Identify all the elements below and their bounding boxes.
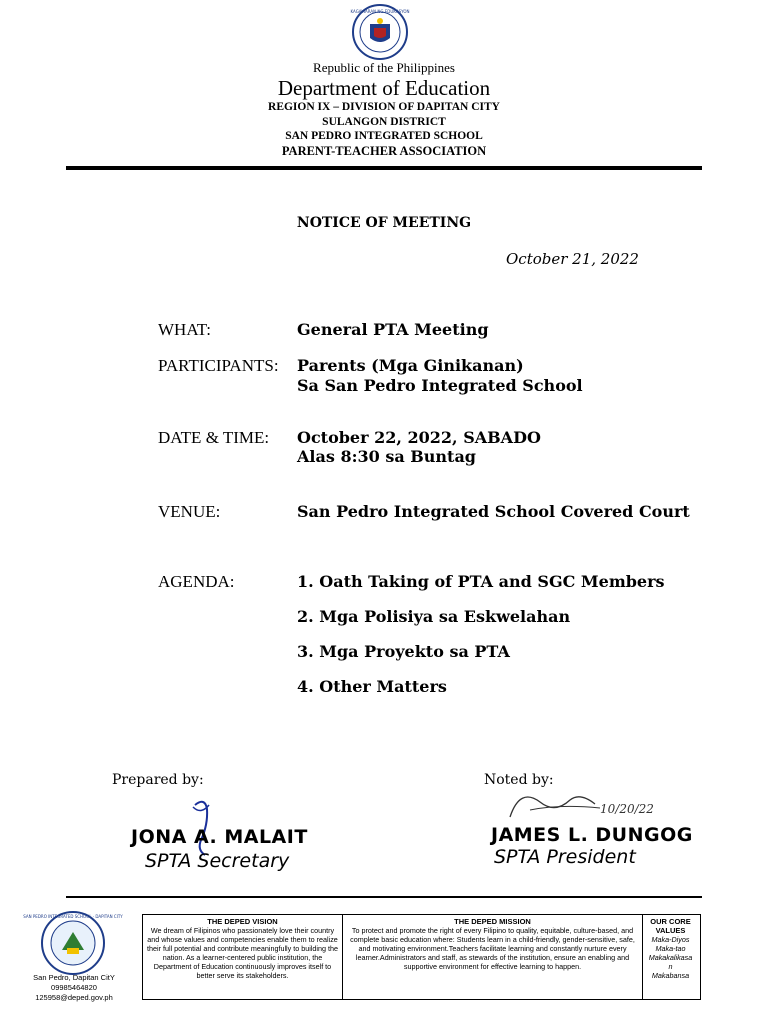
mission-cell (343, 915, 643, 999)
association-line: PARENT-TEACHER ASSOCIATION (281, 144, 487, 158)
datetime-line-2: Alas 8:30 sa Buntag (297, 447, 476, 466)
agenda-item: 2. Mga Polisiya sa Eskwelahan (297, 607, 571, 626)
mission-title: THE DEPED MISSION (454, 917, 531, 926)
vision-cell (143, 915, 343, 999)
footer-contact (26, 973, 122, 1003)
venue-label: VENUE: (158, 502, 221, 521)
prepared-name: JONA A. MALAIT (131, 826, 308, 848)
footer-divider (66, 896, 702, 898)
noted-name: JAMES L. DUNGOG (491, 824, 693, 846)
school-line: SAN PEDRO INTEGRATED SCHOOL (285, 130, 483, 142)
region-line: REGION IX – DIVISION OF DAPITAN CITY (268, 101, 500, 113)
notice-date: October 21, 2022 (506, 250, 639, 268)
values-cell (643, 915, 698, 999)
agenda-item: 4. Other Matters (297, 677, 447, 696)
noted-handwritten-date: 10/20/22 (600, 802, 654, 816)
district-line: SULANGON DISTRICT (322, 116, 446, 128)
footer-phone: 09985464820 (51, 983, 97, 992)
participants-label: PARTICIPANTS: (158, 356, 279, 375)
vision-text: We dream of Filipinos who passionately love their country and whose values and competencies enable them to realize their full potential and contribute meaningfully to building the nation. As a learner-centered public institution, the Department of Education continuously improves itself to better serve its stakeholders. (147, 926, 338, 980)
noted-by-label: Noted by: (484, 772, 554, 788)
school-logo-icon (23, 910, 123, 976)
notice-title: NOTICE OF MEETING (296, 215, 472, 231)
prepared-title: SPTA Secretary (145, 850, 290, 872)
agenda-item: 1. Oath Taking of PTA and SGC Members (297, 572, 665, 591)
deped-seal-icon (352, 4, 408, 60)
footer-info-box (142, 914, 701, 1000)
header-divider (66, 166, 702, 170)
value-item: Maka-tao (655, 944, 686, 953)
seal-text: KAGAWARAN NG EDUKASYON (350, 9, 410, 14)
values-title: OUR CORE VALUES (650, 917, 691, 935)
value-item: Makakalikasa n (648, 953, 693, 971)
what-value: General PTA Meeting (297, 320, 489, 339)
datetime-label: DATE & TIME: (158, 428, 270, 447)
agenda-item: 3. Mga Proyekto sa PTA (297, 642, 510, 661)
datetime-line-1: October 22, 2022, SABADO (297, 428, 541, 447)
participants-line-2: Sa San Pedro Integrated School (297, 376, 583, 395)
mission-text: To protect and promote the right of every Filipino to quality, equitable, culture-based, and complete basic education where: Students learn in a child-friendly, gender-sensitive, safe, and motivating environment.Teachers facilitate learning and constantly nurture every learner.Administrators and staff, as stewards of the institution, ensure an enabling and supportive environment for effective learning to happen. (350, 926, 635, 971)
agenda-label: AGENDA: (158, 572, 235, 591)
venue-value: San Pedro Integrated School Covered Court (297, 502, 690, 521)
what-label: WHAT: (158, 320, 211, 339)
department-title: Department of Education (277, 76, 491, 100)
logo-text: SAN PEDRO INTEGRATED SCHOOL · DAPITAN CITY (23, 914, 123, 919)
participants-line-1: Parents (Mga Ginikanan) (297, 356, 524, 375)
prepared-by-label: Prepared by: (112, 772, 204, 788)
value-item: Makabansa (651, 971, 690, 980)
value-item: Maka-Diyos (651, 935, 690, 944)
noted-title: SPTA President (494, 846, 636, 868)
republic-line: Republic of the Philippines (313, 60, 455, 75)
footer-email: 125958@deped.gov.ph (35, 993, 113, 1002)
footer-address: San Pedro, Dapitan CitY (33, 973, 115, 982)
vision-title: THE DEPED VISION (207, 917, 278, 926)
